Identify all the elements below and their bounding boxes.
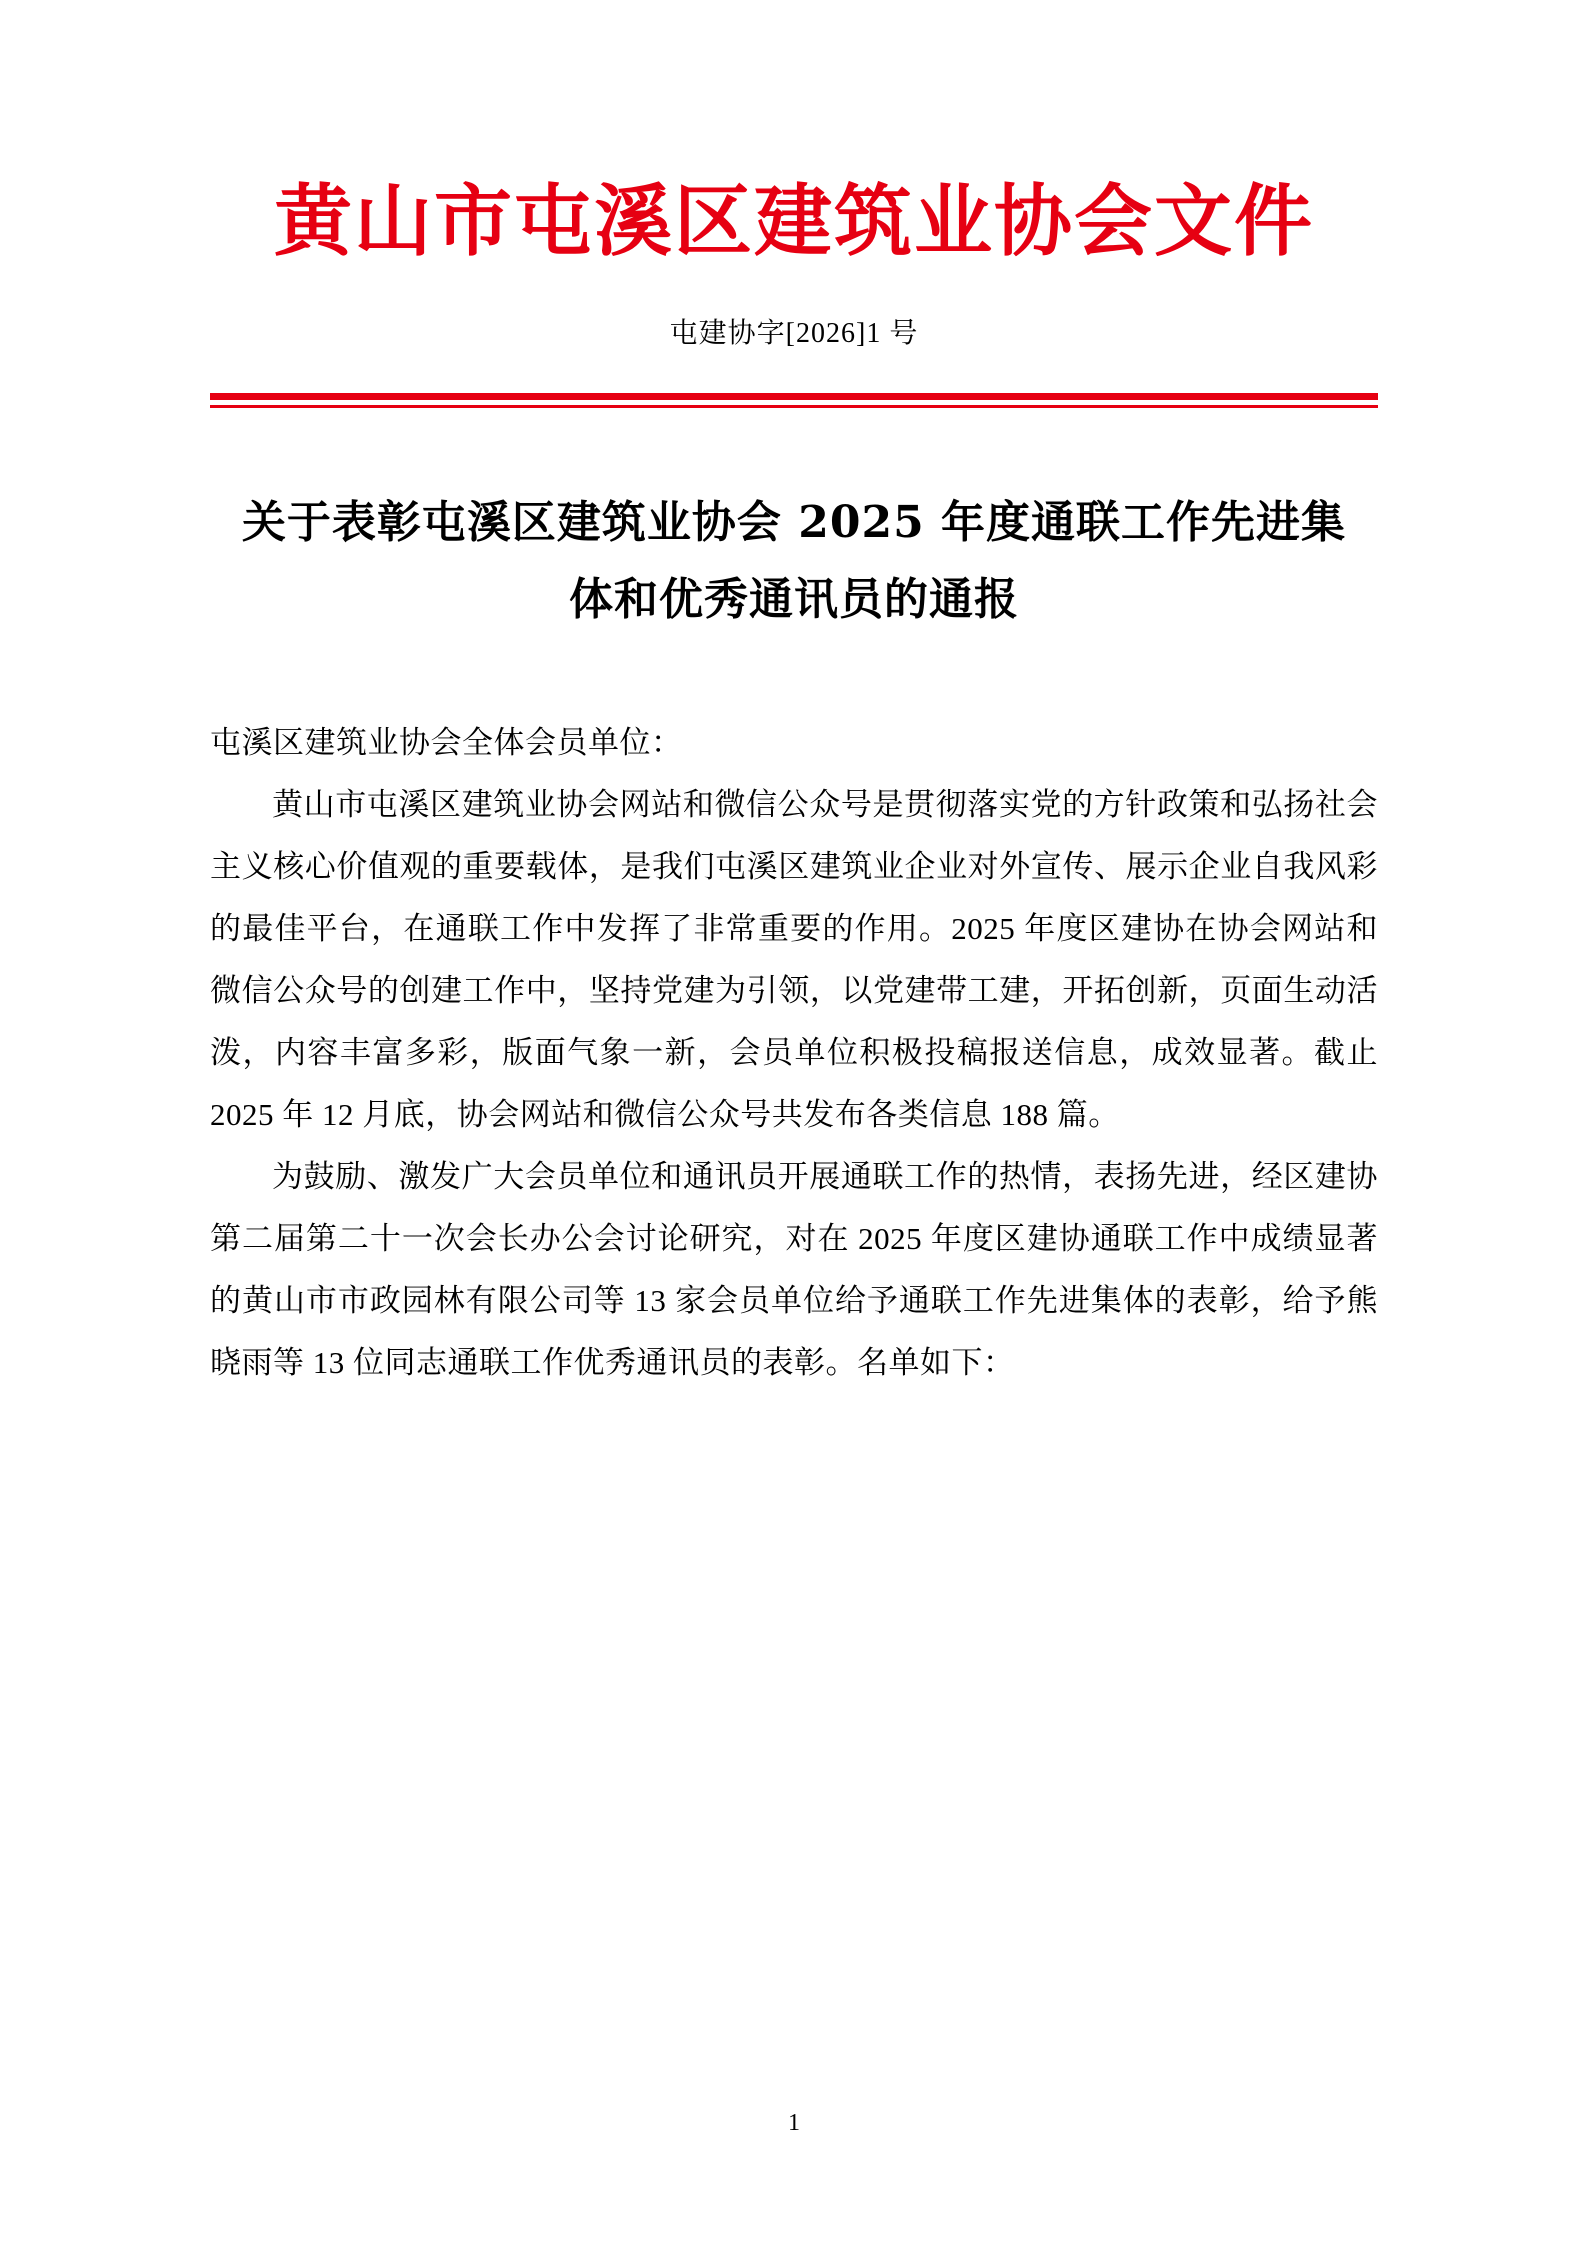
masthead-title: 黄山市屯溪区建筑业协会文件	[273, 176, 1314, 267]
red-divider	[210, 393, 1378, 408]
body-paragraph-1: 黄山市屯溪区建筑业协会网站和微信公众号是贯彻落实党的方针政策和弘扬社会主义核心价值观的重要载体，是我们屯溪区建筑业企业对外宣传、展示企业自我风彩的最佳平台，在通联工作中发挥了非常重要的作用。2025 年度区建协在协会网站和微信公众号的创建工作中，坚持党建为引领，以党建带工建，开拓创新，页面生动活泼，内容丰富多彩，版面气象一新，会员单位积极投稿报送信息，成效显著。截止 2025 年 12 月底，协会网站和微信公众号共发布各类信息 188 篇。	[210, 787, 1378, 1133]
red-divider-thick-line	[210, 393, 1378, 400]
document-body	[210, 712, 1378, 1394]
page-title: 关于表彰屯溪区建筑业协会 2025 年度通联工作先进集体和优秀通讯员的通报	[241, 497, 1347, 626]
salutation: 屯溪区建筑业协会全体会员单位：	[210, 725, 683, 761]
red-divider-thin-line	[210, 405, 1378, 408]
document-number: 屯建协字[2026]1 号	[669, 318, 919, 350]
body-paragraph-2: 为鼓励、激发广大会员单位和通讯员开展通联工作的热情，表扬先进，经区建协第二届第二十一次会长办公会讨论研究，对在 2025 年度区建协通联工作中成绩显著的黄山市市政园林有限公司等 13 家会员单位给予通联工作先进集体的表彰，给予熊晓雨等 13 位同志通联工作优秀通讯员的表彰。名单如下：	[210, 1159, 1378, 1381]
masthead	[210, 0, 1378, 265]
page-number: 1	[788, 2110, 800, 2136]
